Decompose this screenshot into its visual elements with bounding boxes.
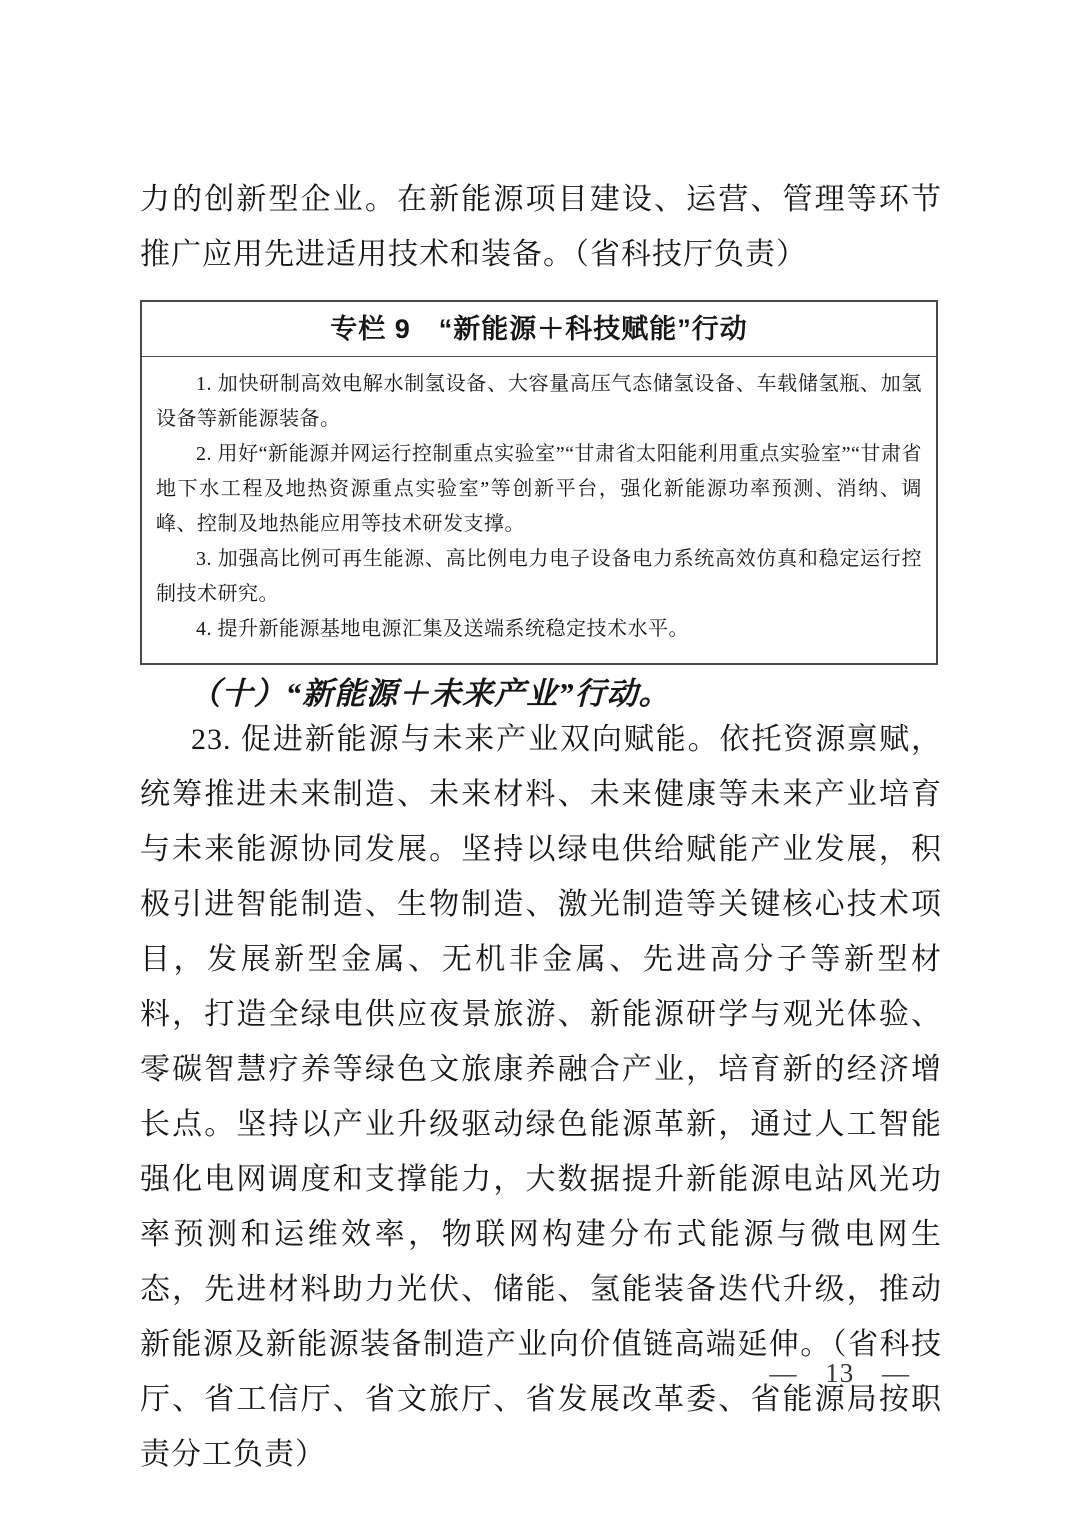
callout-box-body [142,357,936,663]
callout-box-title: 专栏 9 “新能源＋科技赋能”行动 [142,302,936,357]
intro-paragraph: 力的创新型企业。在新能源项目建设、运营、管理等环节推广应用先进适用技术和装备。（省科技厅负责） [140,183,942,271]
callout-item-4: 4. 提升新能源基地电源汇集及送端系统稳定技术水平。 [196,618,689,640]
callout-item-2: 2. 用好“新能源并网运行控制重点实验室”“甘肃省太阳能利用重点实验室”“甘肃省地下水工程及地热资源重点实验室”等创新平台，强化新能源功率预测、消纳、调峰、控制及地热能应用等技术研发支撑。 [156,443,922,535]
section-heading: （十）“新能源＋未来产业”行动。 [189,676,671,711]
callout-item-3: 3. 加强高比例可再生能源、高比例电力电子设备电力系统高效仿真和稳定运行控制技术研究。 [156,548,922,605]
callout-box [140,300,938,665]
main-paragraph: 23. 促进新能源与未来产业双向赋能。依托资源禀赋，统筹推进未来制造、未来材料、未来健康等未来产业培育与未来能源协同发展。坚持以绿电供给赋能产业发展，积极引进智能制造、生物制造、激光制造等关键核心技术项目，发展新型金属、无机非金属、先进高分子等新型材料，打造全绿电供应夜景旅游、新能源研学与观光体验、零碳智慧疗养等绿色文旅康养融合产业，培育新的经济增长点。坚持以产业升级驱动绿色能源革新，通过人工智能强化电网调度和支撑能力，大数据提升新能源电站风光功率预测和运维效率，物联网构建分布式能源与微电网生态，先进材料助力光伏、储能、氢能装备迭代升级，推动新能源及新能源装备制造产业向价值链高端延伸。（省科技厅、省工信厅、省文旅厅、省发展改革委、省能源局按职责分工负责） [140,723,942,1471]
page-number: — 13 — [769,1358,910,1388]
callout-item-1: 1. 加快研制高效电解水制氢设备、大容量高压气态储氢设备、车载储氢瓶、加氢设备等新能源装备。 [156,373,922,430]
